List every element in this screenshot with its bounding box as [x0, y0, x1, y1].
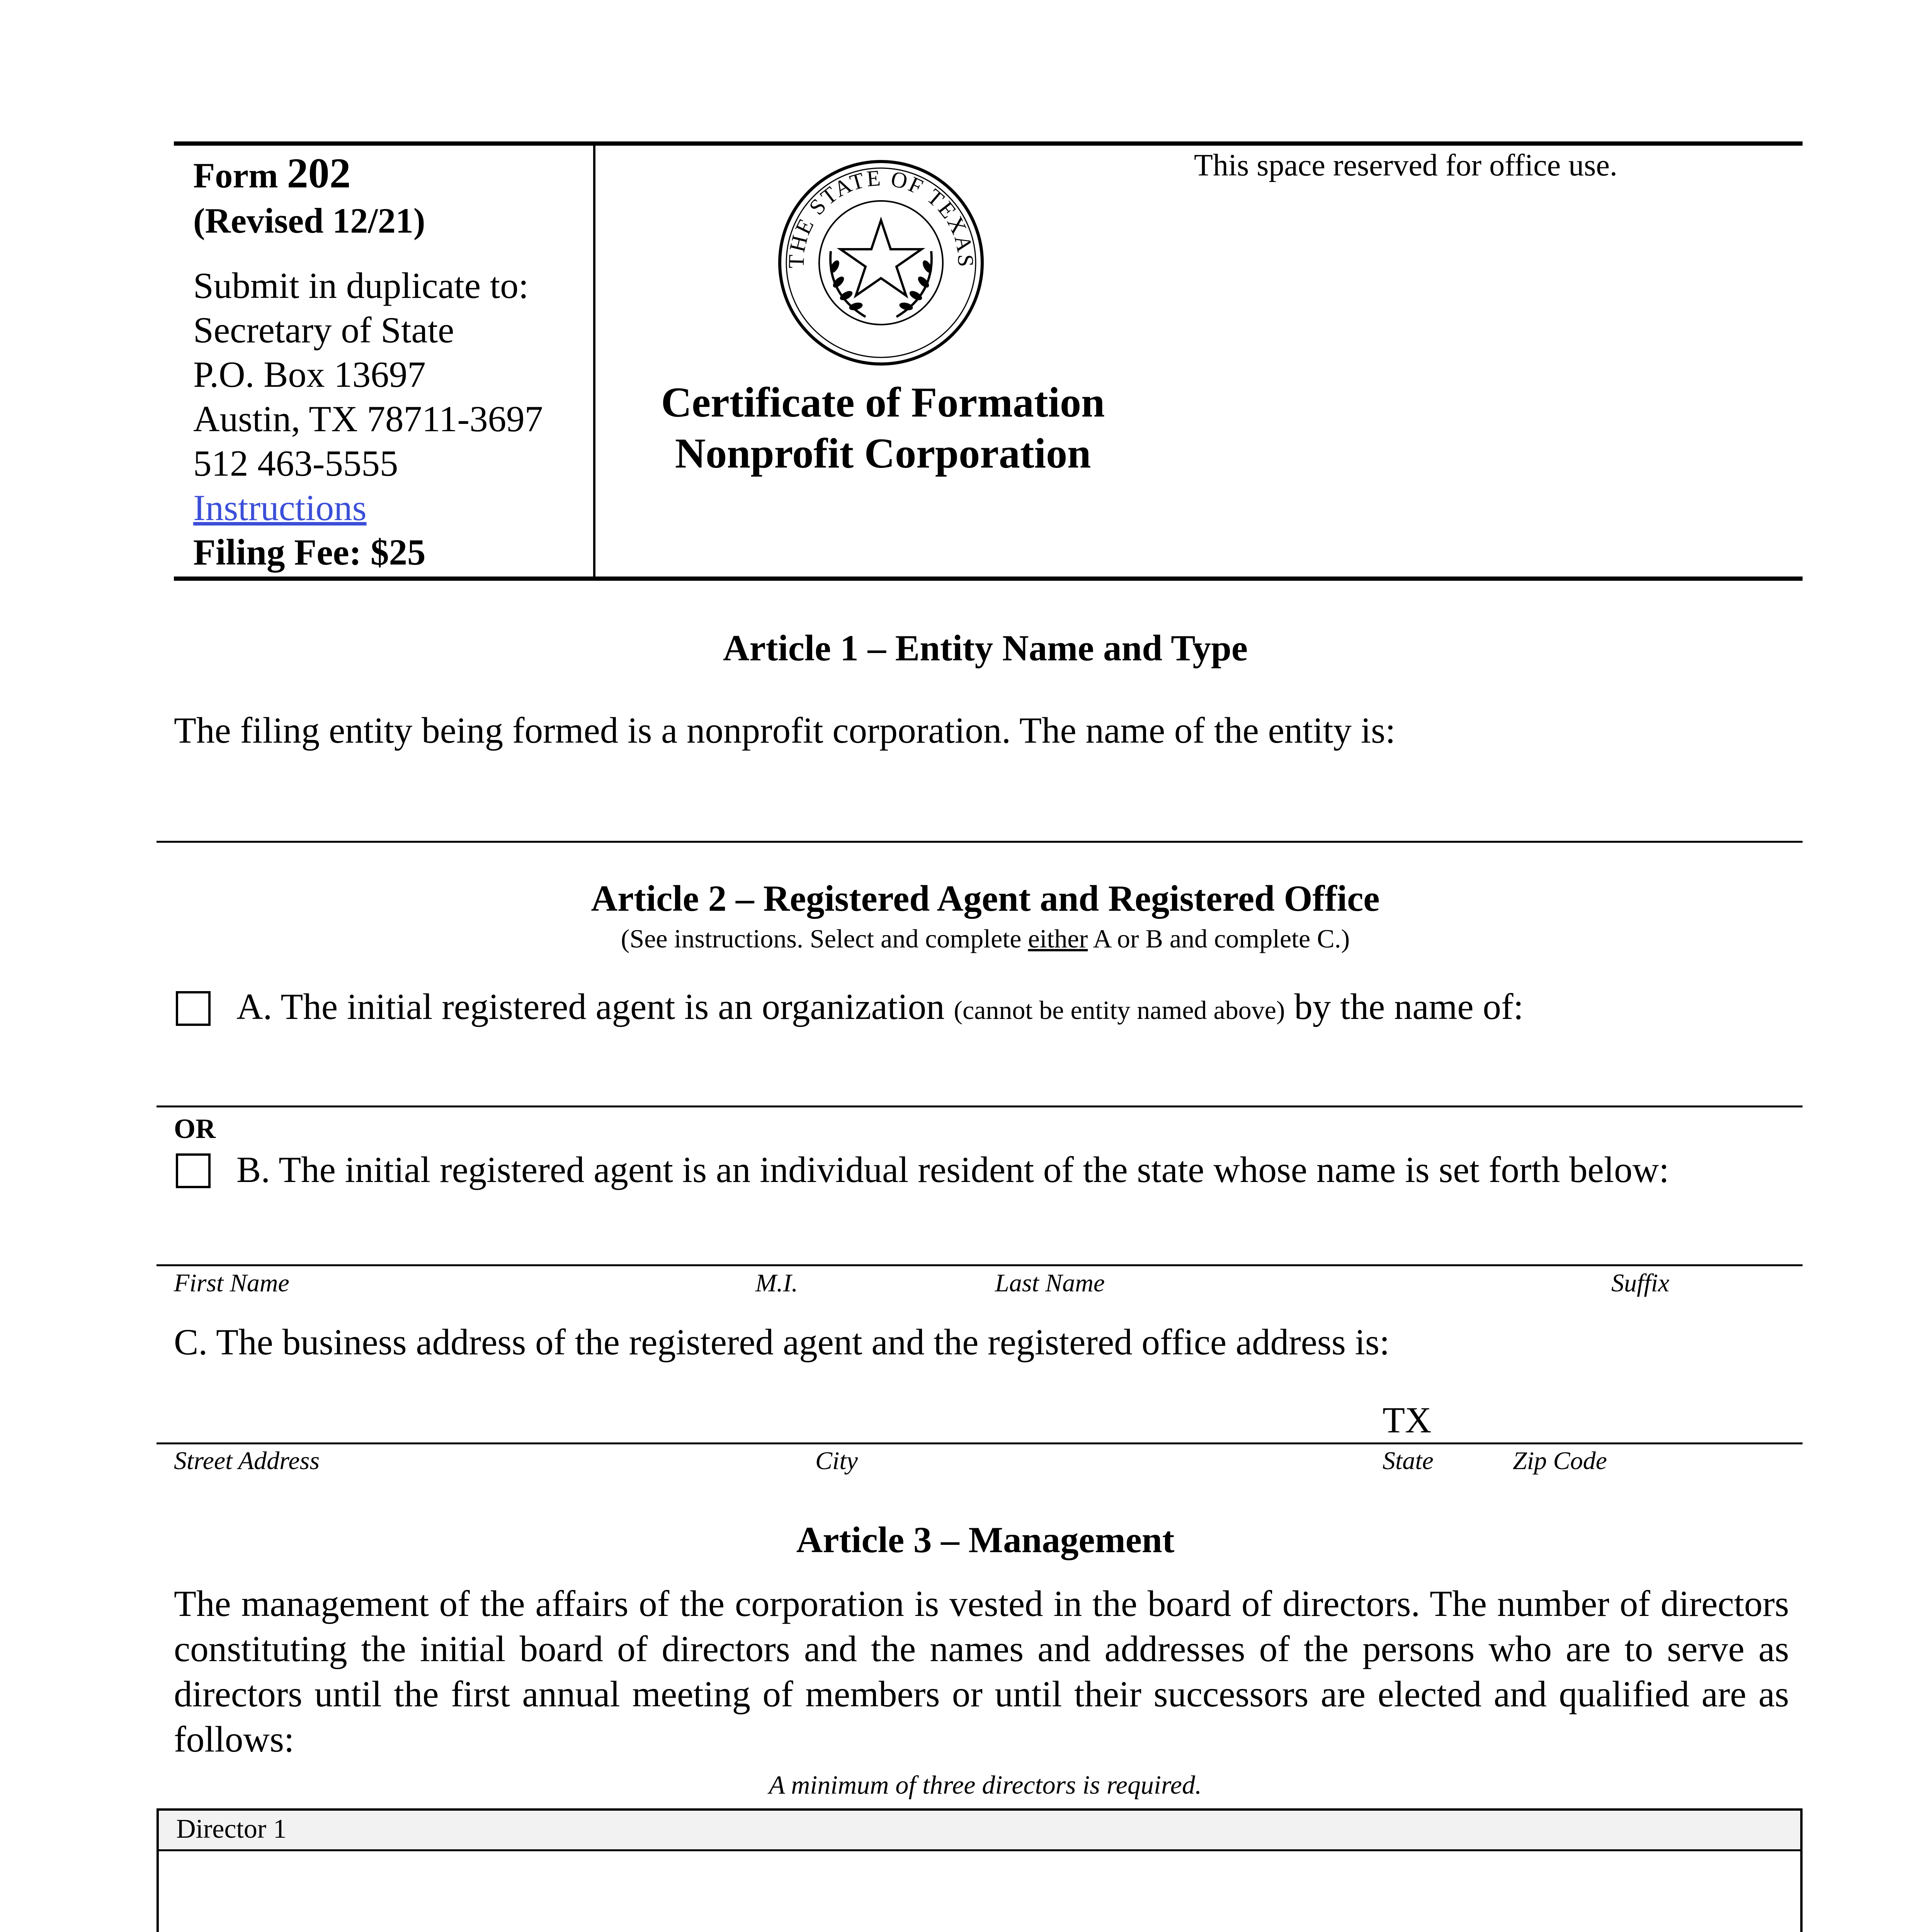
submit-to-label: Submit in duplicate to:	[193, 265, 529, 306]
state-label: State	[1383, 1447, 1434, 1475]
office-zip-field[interactable]	[1511, 1399, 1797, 1437]
title-line-1: Certificate of Formation	[661, 379, 1105, 426]
address-line: Austin, TX 78711-3697	[193, 398, 543, 439]
texas-seal-logo	[773, 155, 989, 371]
directors-requirement-note: A minimum of three directors is required.	[769, 1770, 1202, 1799]
revised-date: (Revised 12/21)	[193, 201, 425, 240]
office-address-underline	[156, 1442, 1803, 1444]
filing-fee: Filing Fee: $25	[193, 532, 426, 573]
article-1-text: The filing entity being formed is a nonprofit corporation. The name of the entity is:	[174, 710, 1396, 751]
director-suffix-field[interactable]	[1600, 1853, 1793, 1930]
article-2-heading: Article 2 – Registered Agent and Registered Office	[591, 878, 1380, 919]
form-number-heading: Form 202	[193, 150, 351, 197]
office-street-field[interactable]	[174, 1399, 792, 1437]
option-a-label: A. The initial registered agent is an organization (cannot be entity named above) by the name of:	[236, 986, 1524, 1027]
mi-label: M.I.	[755, 1269, 798, 1297]
office-use-note: This space reserved for office use.	[1194, 148, 1617, 182]
form-title	[603, 377, 1163, 479]
agent-name-underline	[156, 1264, 1803, 1266]
submit-address-block	[193, 264, 543, 575]
director-1-title: Director 1	[176, 1814, 287, 1844]
agent-first-name-field[interactable]	[174, 1221, 715, 1260]
office-state-value[interactable]: TX	[1383, 1400, 1432, 1440]
organization-agent-name-field[interactable]	[174, 1059, 1797, 1097]
option-c-label: C. The business address of the registered agent and the registered office address is:	[174, 1321, 1390, 1362]
option-a-checkbox[interactable]	[176, 991, 211, 1026]
office-city-field[interactable]	[815, 1399, 1356, 1437]
article-1-heading: Article 1 – Entity Name and Type	[723, 628, 1248, 668]
agent-last-name-field[interactable]	[993, 1221, 1573, 1260]
svg-text:THE STATE OF TEXAS: THE STATE OF TEXAS	[783, 165, 979, 269]
article-2-subheading: (See instructions. Select and complete either A or B and complete C.)	[621, 924, 1350, 953]
article-3-text: The management of the affairs of the corporation is vested in the board of directors. The number of directors constituting the initial board of directors and the names and addresses of the persons who are to serve as directors until the first annual meeting of members or until their successors are elected and qualified are as follows:	[174, 1583, 1789, 1760]
entity-name-field[interactable]	[174, 761, 1797, 800]
instructions-link[interactable]: Instructions	[193, 487, 367, 528]
option-b-label: B. The initial registered agent is an individual resident of the state whose name is set forth below:	[236, 1149, 1669, 1190]
header-top-rule	[174, 141, 1803, 146]
zip-code-label: Zip Code	[1513, 1447, 1607, 1475]
header-bottom-rule	[174, 577, 1803, 581]
street-address-label: Street Address	[174, 1447, 320, 1475]
city-label: City	[815, 1447, 858, 1475]
agent-suffix-field[interactable]	[1607, 1221, 1797, 1260]
header-divider	[593, 141, 595, 581]
suffix-label: Suffix	[1611, 1269, 1670, 1297]
address-line: P.O. Box 13697	[193, 354, 426, 395]
address-line: 512 463-5555	[193, 443, 398, 484]
first-name-label: First Name	[174, 1269, 289, 1297]
or-label: OR	[174, 1113, 216, 1144]
address-line: Secretary of State	[193, 310, 454, 350]
director-last-name-field[interactable]	[990, 1853, 1608, 1930]
director-1-header	[159, 1811, 1800, 1851]
option-b-checkbox[interactable]	[176, 1153, 211, 1188]
entity-name-underline	[156, 841, 1803, 843]
director-1-table	[156, 1808, 1803, 1932]
agent-mi-field[interactable]	[753, 1221, 947, 1260]
director-first-name-field[interactable]	[174, 1853, 754, 1930]
last-name-label: Last Name	[995, 1269, 1105, 1297]
option-a-underline	[156, 1105, 1803, 1107]
title-line-2: Nonprofit Corporation	[675, 430, 1091, 477]
article-3-heading: Article 3 – Management	[796, 1519, 1175, 1560]
director-mi-field[interactable]	[816, 1853, 970, 1930]
